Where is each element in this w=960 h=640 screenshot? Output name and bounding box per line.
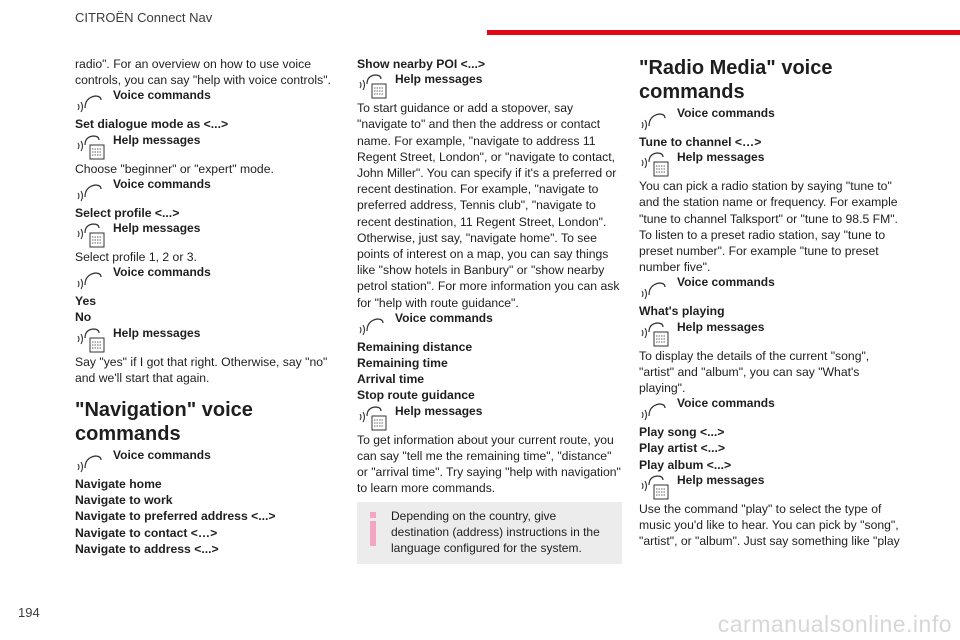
help-messages-icon	[75, 221, 113, 249]
command: Tune to channel <…>	[639, 135, 762, 149]
voice-commands-label: Voice commands	[677, 106, 775, 120]
voice-commands-row	[639, 275, 901, 303]
command: Navigate to contact <…>	[75, 525, 218, 540]
voice-commands-label: Voice commands	[113, 265, 211, 280]
help-messages-icon	[357, 404, 395, 432]
voice-commands-row	[75, 88, 345, 116]
help-messages-label: Help messages	[677, 150, 765, 165]
voice-commands-icon	[639, 275, 677, 303]
voice-commands-row	[357, 311, 622, 339]
column-1	[75, 56, 345, 557]
command: Play artist <...>	[639, 441, 726, 456]
help-messages-row	[357, 72, 622, 100]
help-messages-label: Help messages	[395, 403, 483, 418]
help-messages-row	[75, 326, 345, 354]
voice-commands-label: Voice commands	[113, 176, 211, 191]
command: Navigate to work	[75, 493, 173, 508]
command: Yes	[75, 294, 97, 309]
watermark: carmanualsonline.info	[717, 611, 952, 637]
command: What's playing	[639, 304, 725, 319]
voice-commands-row	[75, 177, 345, 205]
command: Play song <...>	[639, 425, 725, 440]
command: Navigate home	[75, 477, 162, 492]
section-heading: "Navigation" voice commands	[75, 399, 253, 446]
help-text: Choose "beginner" or "expert" mode.	[75, 161, 274, 176]
command: Remaining time	[357, 356, 448, 371]
help-messages-row	[639, 320, 901, 348]
voice-commands-label: Voice commands	[677, 396, 775, 411]
voice-commands-row	[75, 448, 345, 476]
help-messages-icon	[357, 72, 395, 100]
help-text: To display the details of the current "song", "artist" and "album", you can say "What's playing".	[639, 348, 870, 396]
voice-commands-row	[75, 265, 345, 293]
help-messages-icon	[639, 473, 677, 501]
help-messages-label: Help messages	[677, 472, 765, 487]
command: Remaining distance	[357, 339, 473, 354]
command: Stop route guidance	[357, 388, 475, 403]
help-messages-icon	[75, 133, 113, 161]
help-messages-row	[75, 221, 345, 249]
voice-commands-row	[639, 106, 901, 134]
voice-commands-label: Voice commands	[395, 310, 493, 325]
help-messages-label: Help messages	[677, 319, 765, 334]
help-messages-row	[75, 133, 345, 161]
note-text: Depending on the country, give destination (address) instructions in the language configured for the system.	[391, 509, 600, 556]
command: Arrival time	[357, 372, 425, 387]
command: Navigate to preferred address <...>	[75, 509, 276, 524]
voice-commands-row	[639, 396, 901, 424]
header-accent-bar	[487, 30, 960, 35]
section-heading: "Radio Media" voice commands	[639, 57, 833, 103]
command: Navigate to address <...>	[75, 541, 219, 556]
info-note	[357, 502, 622, 564]
help-messages-icon	[75, 326, 113, 354]
voice-commands-icon	[639, 106, 677, 134]
command: Play album <...>	[639, 457, 732, 472]
header-title: CITROËN Connect Nav	[75, 10, 213, 25]
command: No	[75, 310, 92, 325]
help-messages-row	[357, 404, 622, 432]
voice-commands-icon	[75, 265, 113, 293]
help-text: Select profile 1, 2 or 3.	[75, 250, 197, 265]
voice-commands-icon	[357, 311, 395, 339]
help-text: Say "yes" if I got that right. Otherwise, say "no" and we'll start that again.	[75, 354, 328, 385]
help-messages-label: Help messages	[395, 72, 483, 87]
help-messages-label: Help messages	[113, 221, 201, 236]
voice-commands-label: Voice commands	[113, 448, 211, 463]
help-messages-icon	[639, 150, 677, 178]
help-messages-label: Help messages	[113, 325, 201, 340]
column-2	[357, 56, 622, 564]
voice-commands-label: Voice commands	[113, 88, 211, 103]
intro-text: radio". For an overview on how to use voice controls, you can say "help with voice controls".	[75, 57, 331, 88]
help-messages-row	[639, 150, 901, 178]
command: Set dialogue mode as <...>	[75, 117, 229, 132]
help-messages-icon	[639, 320, 677, 348]
help-messages-row	[639, 473, 901, 501]
help-messages-label: Help messages	[113, 132, 201, 147]
command: Select profile <...>	[75, 205, 180, 220]
page-number: 194	[18, 605, 40, 620]
column-3	[639, 56, 901, 549]
voice-commands-icon	[639, 396, 677, 424]
voice-commands-icon	[75, 177, 113, 205]
voice-commands-icon	[75, 88, 113, 116]
help-text: Use the command "play" to select the type of music you'd like to hear. You can pick by "song", "artist", or "album". Just say something like "play	[639, 501, 900, 549]
voice-commands-icon	[75, 448, 113, 476]
help-text: To get information about your current route, you can say "tell me the remaining time", "distance" or "arrival time". Try saying "help with navigation" to learn more commands.	[357, 432, 621, 496]
voice-commands-label: Voice commands	[677, 275, 775, 290]
help-text: To start guidance or add a stopover, say "navigate to" and then the address or contact name. For example, "navigate to address 11 Regent Street, London", or "navigate to contact, John Miller". You can specify if it's a preferred or recent destination. For example, "navigate to preferred address, Tennis club", "navigate to recent destination, 11 Regent Street, London". Otherwise, just say, "navigate home". To see points of interest on a map, you can say things like "show hotels in Banbury" or "show nearby petrol station". For more information you can ask for "help with route guidance".	[357, 101, 620, 310]
help-text: You can pick a radio station by saying "tune to" and the station name or frequency. For example "tune to channel Talksport" or "tune to 98.5 FM". To listen to a preset radio station, say "tune to preset number". For example "tune to preset number five".	[639, 179, 898, 275]
info-icon	[367, 512, 379, 546]
command: Show nearby POI <...>	[357, 57, 486, 71]
